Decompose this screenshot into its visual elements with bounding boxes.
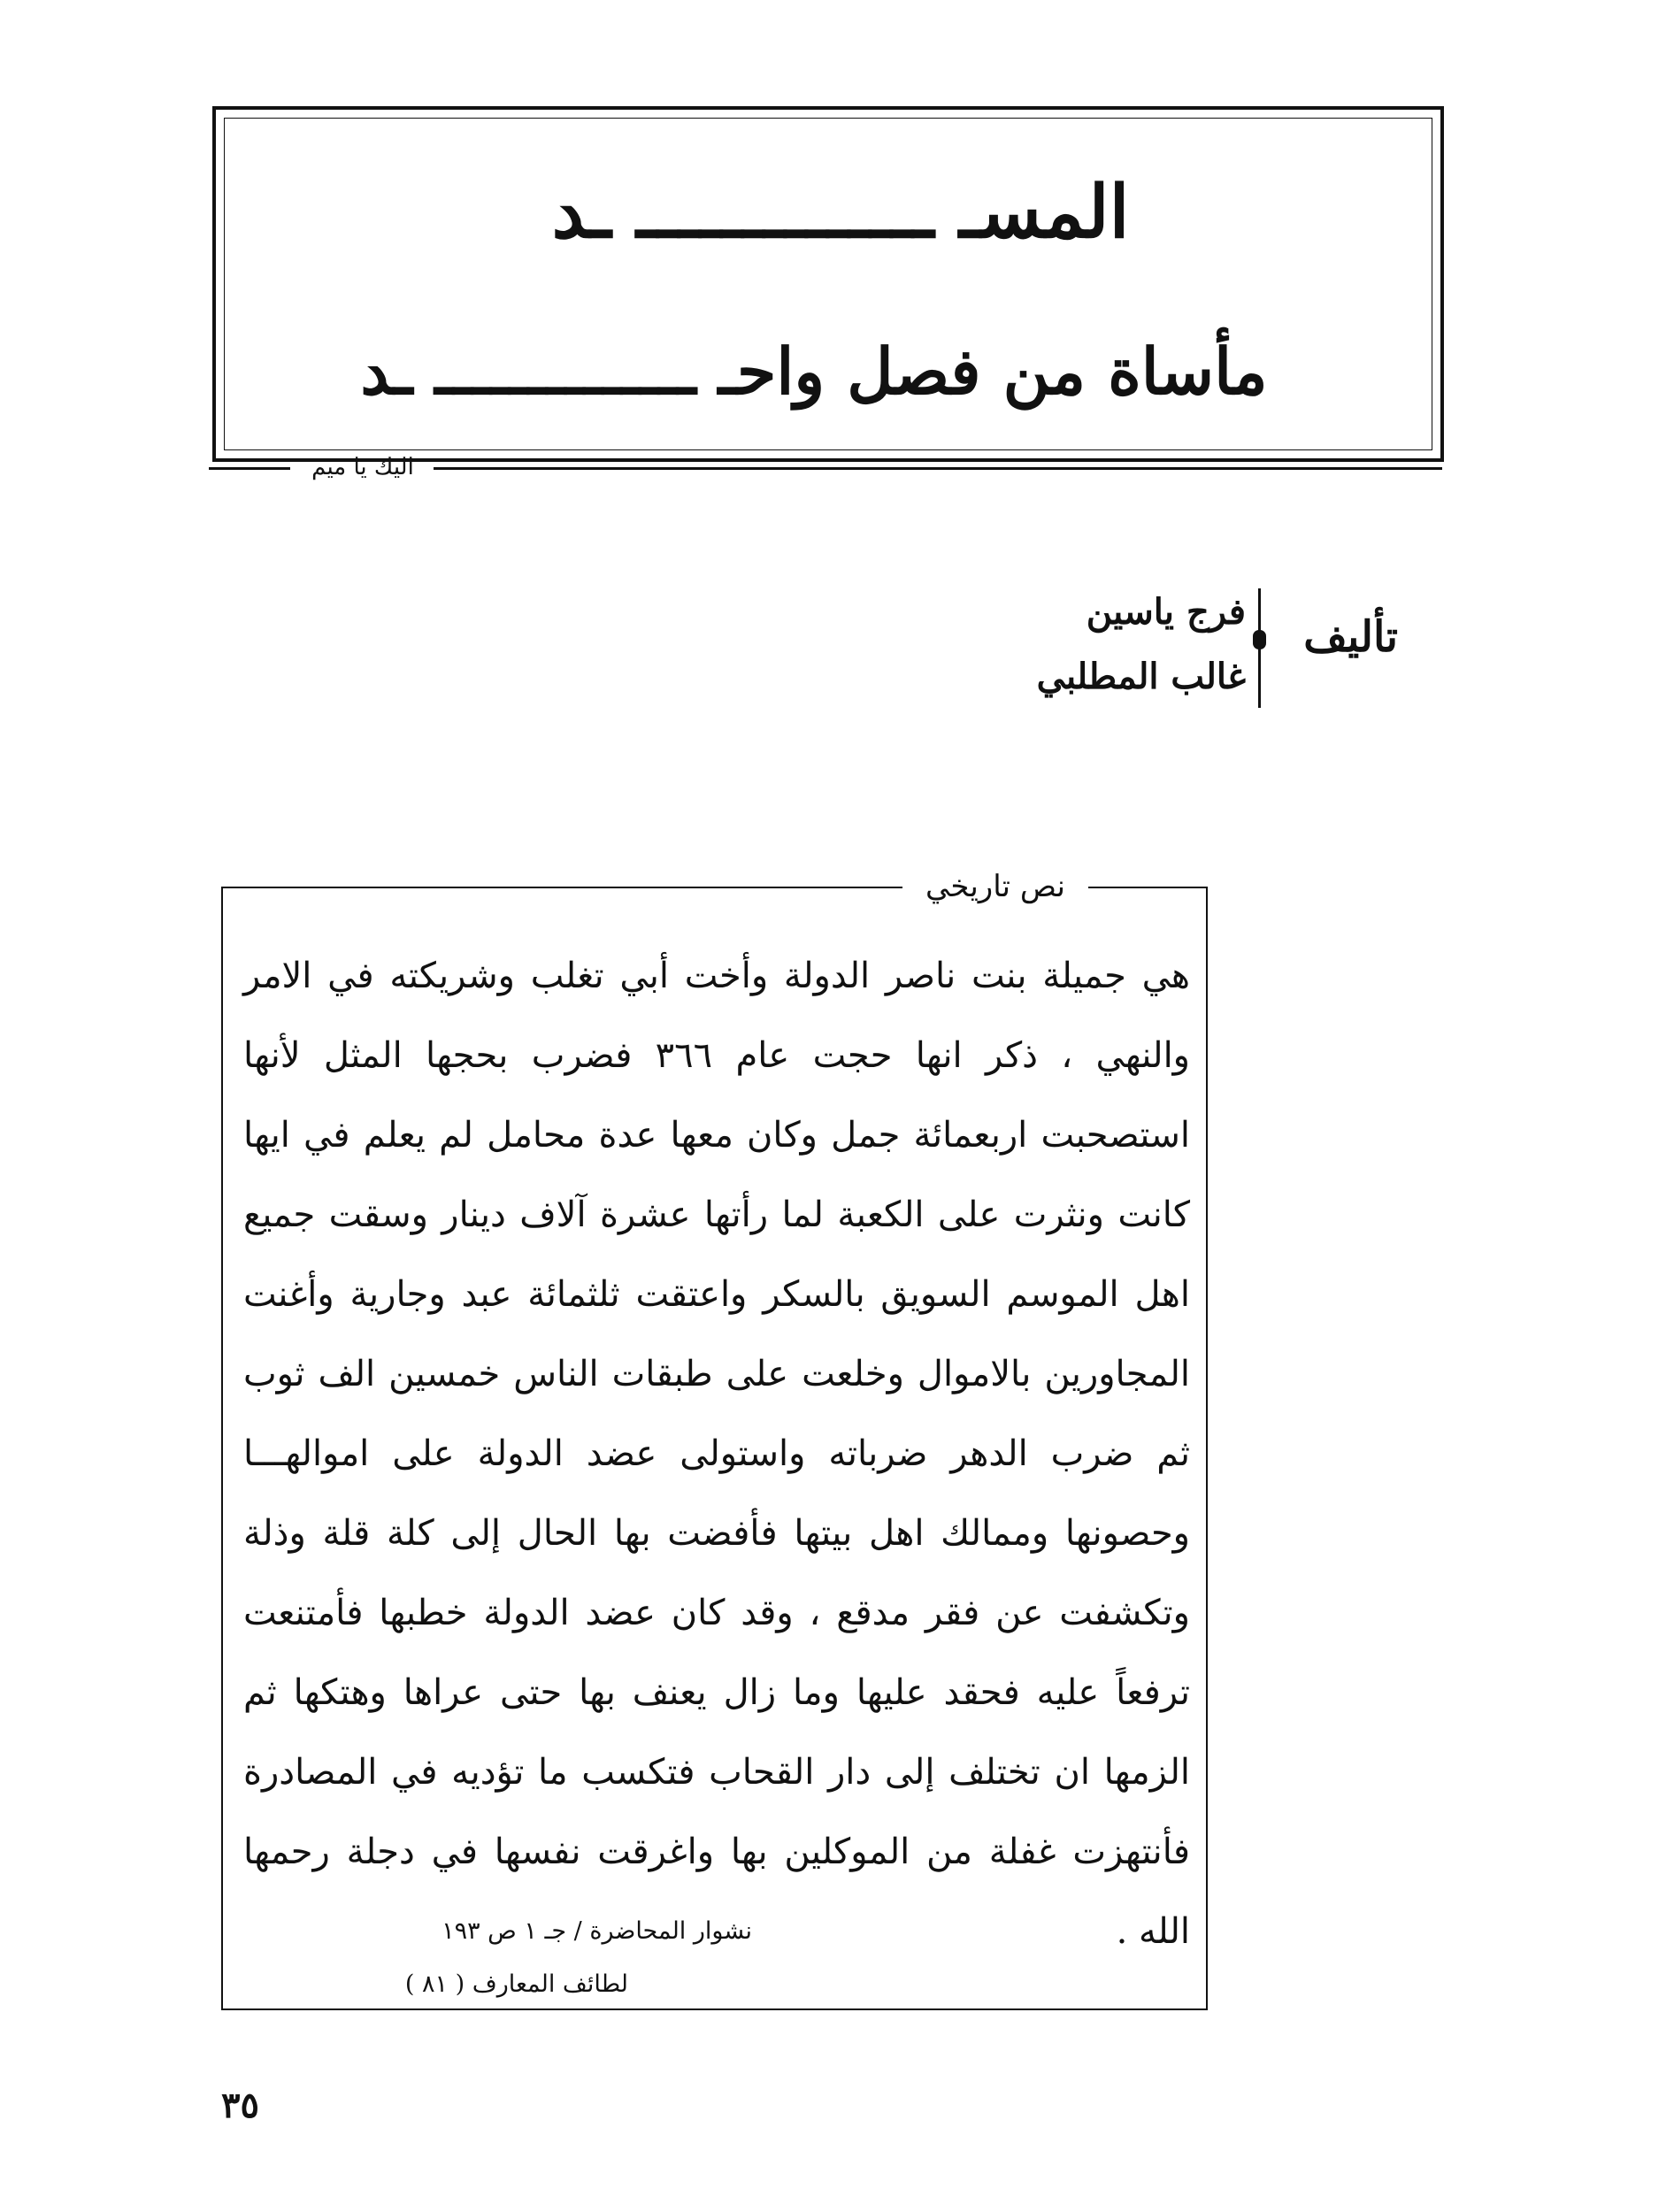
author-name: غالب المطلبي — [1036, 656, 1246, 697]
frame-top-rule-right — [1088, 887, 1208, 888]
dedication-rule-left — [209, 467, 290, 470]
historical-text-body: هي جميلة بنت ناصر الدولة وأخت أبي تغلب وشريكته في الامر والنهي ، ذكر انها حجت عام ٣٦٦ فضرب بحجها المثل لأنها استصحبت اربعمائة جمل وكان معها عدة محامل لم يعلم في ايها كانت ونثرت على الكعبة لما رأتها عشرة آلاف دينار وسقت جميع اهل الموسم السويق بالسكر واعتقت ثلثمائة عبد وجارية وأغنت المجاورين بالاموال وخلعت على طبقات الناس خمسين الف ثوب ثم ضرب الدهر ضرباته واستولى عضد الدولة على اموالهـــا وحصونها وممالك اهل بيتها فأفضت بها الحال إلى كلة قلة وذلة وتكشفت عن فقر مدقع ، وقد كان عضد الدولة خطبها فأمتنعت ترفعاً عليه فحقد عليها وما زال يعنف بها حتى عراها وهتكها ثم الزمها ان تختلف إلى دار القحاب فتكسب ما تؤديه في المصادرة فأنتهزت غفلة من الموكلين بها واغرقت نفسها في دجلة رحمها الله . — [243, 956, 1190, 1952]
dedication-rule-right — [434, 467, 1442, 470]
play-subtitle: مأساة من فصل واحـ ــــــــــــــ ـد — [360, 334, 1268, 409]
page-number: ٣٥ — [221, 2085, 259, 2126]
historical-text-heading: نص تاريخي — [902, 863, 1088, 910]
source-citation: نشوار المحاضرة / جـ ١ ص ١٩٣ — [442, 1917, 752, 1945]
dedication: اليك يا ميم — [311, 454, 414, 480]
authorship-label: تأليف — [1303, 612, 1398, 662]
source-citation: لطائف المعارف ( ٨١ ) — [404, 1970, 628, 1998]
author-name: فرج ياسين — [1086, 591, 1246, 633]
author-divider-mark — [1253, 630, 1266, 649]
play-title: المسـ ــــــــــــــ ـد — [551, 170, 1130, 255]
frame-top-rule-left — [221, 887, 902, 888]
